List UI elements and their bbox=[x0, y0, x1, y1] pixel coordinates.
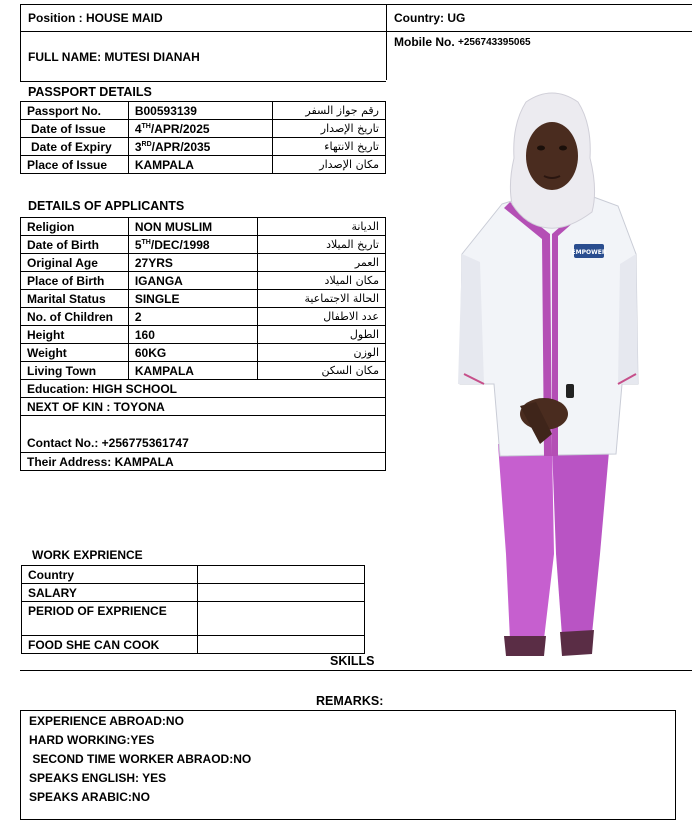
table-row bbox=[22, 584, 365, 602]
contact-field: Contact No.: +256775361747 bbox=[21, 416, 386, 453]
place-of-issue-label: Place of Issue bbox=[21, 156, 129, 174]
dob-arabic: تاريخ الميلاد bbox=[258, 236, 386, 254]
position-label: Position : HOUSE MAID bbox=[28, 11, 163, 25]
date-of-expiry-value: 3RD/APR/2035 bbox=[128, 138, 272, 156]
work-section-title: WORK EXPRIENCE bbox=[32, 548, 143, 562]
table-row bbox=[21, 290, 386, 308]
skills-divider bbox=[20, 670, 692, 671]
children-value: 2 bbox=[128, 308, 258, 326]
height-value: 160 bbox=[128, 326, 258, 344]
work-country-value bbox=[197, 566, 364, 584]
weight-value: 60KG bbox=[128, 344, 258, 362]
remarks-title: REMARKS: bbox=[316, 694, 384, 708]
work-food-value bbox=[197, 636, 364, 654]
height-label: Height bbox=[21, 326, 129, 344]
skills-title: SKILLS bbox=[330, 654, 375, 668]
table-row bbox=[22, 602, 365, 636]
remarks-line-1: HARD WORKING:YES bbox=[29, 733, 155, 747]
mobile-label-text: Mobile No. bbox=[394, 35, 455, 49]
work-salary-label: SALARY bbox=[22, 584, 198, 602]
pants-shape bbox=[498, 440, 610, 656]
table-row bbox=[21, 326, 386, 344]
dob-value: 5TH/DEC/1998 bbox=[128, 236, 258, 254]
weight-arabic: الوزن bbox=[258, 344, 386, 362]
table-row bbox=[21, 344, 386, 362]
table-row bbox=[21, 308, 386, 326]
table-row bbox=[21, 362, 386, 380]
living-town-arabic: مكان السكن bbox=[258, 362, 386, 380]
table-row bbox=[21, 218, 386, 236]
height-arabic: الطول bbox=[258, 326, 386, 344]
table-row bbox=[21, 138, 386, 156]
date-of-expiry-arabic: تاريخ الانتهاء bbox=[273, 138, 386, 156]
table-row bbox=[22, 636, 365, 654]
place-of-birth-arabic: مكان الميلاد bbox=[258, 272, 386, 290]
table-row bbox=[21, 120, 386, 138]
work-salary-value bbox=[197, 584, 364, 602]
children-arabic: عدد الاطفال bbox=[258, 308, 386, 326]
place-of-birth-value: IGANGA bbox=[128, 272, 258, 290]
children-label: No. of Children bbox=[21, 308, 129, 326]
remarks-line-3: SPEAKS ENGLISH: YES bbox=[29, 771, 167, 785]
religion-value: NON MUSLIM bbox=[128, 218, 258, 236]
mobile-label bbox=[388, 33, 531, 51]
table-row bbox=[21, 156, 386, 174]
passport-section-title: PASSPORT DETAILS bbox=[28, 85, 152, 99]
next-of-kin-field: NEXT OF KIN : TOYONA bbox=[21, 398, 386, 416]
education-field: Education: HIGH SCHOOL bbox=[21, 380, 386, 398]
place-of-issue-arabic: مكان الإصدار bbox=[273, 156, 386, 174]
applicant-table bbox=[20, 217, 386, 471]
table-row bbox=[21, 254, 386, 272]
table-row bbox=[21, 453, 386, 471]
religion-label: Religion bbox=[21, 218, 129, 236]
place-of-birth-label: Place of Birth bbox=[21, 272, 129, 290]
header-right-line bbox=[386, 80, 390, 82]
full-name-label: FULL NAME: MUTESI DIANAH bbox=[28, 50, 200, 64]
work-period-label: PERIOD OF EXPRIENCE bbox=[22, 602, 198, 636]
marital-status-arabic: الحالة الاجتماعية bbox=[258, 290, 386, 308]
age-arabic: العمر bbox=[258, 254, 386, 272]
marital-status-label: Marital Status bbox=[21, 290, 129, 308]
age-value: 27YRS bbox=[128, 254, 258, 272]
dob-label: Date of Birth bbox=[21, 236, 129, 254]
country-label: Country: UG bbox=[394, 11, 466, 25]
marital-status-value: SINGLE bbox=[128, 290, 258, 308]
remarks-line-2: SECOND TIME WORKER ABRAOD:NO bbox=[29, 752, 252, 766]
work-table bbox=[21, 565, 365, 654]
table-row bbox=[21, 416, 386, 453]
table-row bbox=[21, 398, 386, 416]
table-row bbox=[21, 380, 386, 398]
remarks-line-0: EXPERIENCE ABROAD:NO bbox=[29, 714, 184, 728]
work-country-label: Country bbox=[22, 566, 198, 584]
weight-label: Weight bbox=[21, 344, 129, 362]
hijab-shape bbox=[510, 93, 594, 228]
passport-no-arabic: رقم جواز السفر bbox=[273, 102, 386, 120]
table-row bbox=[21, 272, 386, 290]
remarks-line-4: SPEAKS ARABIC:NO bbox=[29, 790, 150, 804]
date-of-issue-arabic: تاريخ الإصدار bbox=[273, 120, 386, 138]
living-town-value: KAMPALA bbox=[128, 362, 258, 380]
passport-no-label: Passport No. bbox=[21, 102, 129, 120]
date-of-issue-value: 4TH/APR/2025 bbox=[128, 120, 272, 138]
work-period-value bbox=[197, 602, 364, 636]
table-row bbox=[22, 566, 365, 584]
passport-table bbox=[20, 101, 386, 174]
coat-badge-text: EMPOWER bbox=[571, 249, 607, 256]
date-of-issue-label: Date of Issue bbox=[21, 120, 129, 138]
religion-arabic: الديانة bbox=[258, 218, 386, 236]
applicant-section-title: DETAILS OF APPLICANTS bbox=[28, 199, 185, 213]
table-row bbox=[21, 236, 386, 254]
date-of-expiry-label: Date of Expiry bbox=[21, 138, 129, 156]
age-label: Original Age bbox=[21, 254, 129, 272]
mobile-value: +256743395065 bbox=[458, 36, 531, 48]
passport-no-value: B00593139 bbox=[128, 102, 272, 120]
place-of-issue-value: KAMPALA bbox=[128, 156, 272, 174]
address-field: Their Address: KAMPALA bbox=[21, 453, 386, 471]
table-row bbox=[21, 102, 386, 120]
work-food-label: FOOD SHE CAN COOK bbox=[22, 636, 198, 654]
applicant-photo bbox=[440, 84, 660, 660]
living-town-label: Living Town bbox=[21, 362, 129, 380]
